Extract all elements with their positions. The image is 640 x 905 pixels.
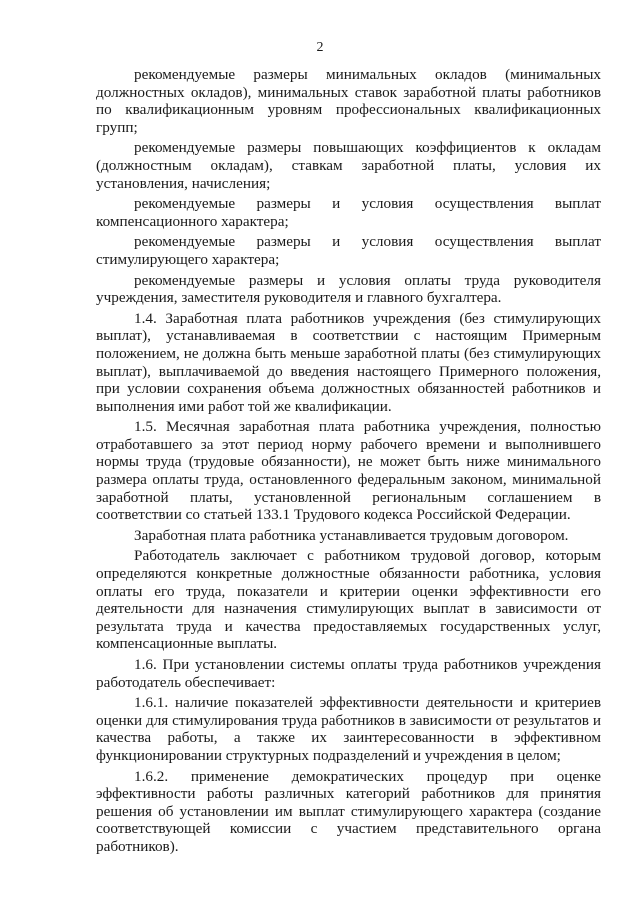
paragraph-coefficients: рекомендуемые размеры повышающих коэффициентов к окладам (должностным окладам), ставкам заработной платы, условия их установления, начисления; — [96, 139, 601, 192]
paragraph-employer-contract: Работодатель заключает с работником трудовой договор, которым определяются конкретные должностные обязанности работника, условия оплаты его труда, показатели и критерии оценки эффективности его деятельности для назначения стимулирующих выплат в зависимости от результата труда и качества предоставляемых государственных услуг, компенсационные выплаты. — [96, 547, 601, 653]
paragraph-min-salaries: рекомендуемые размеры минимальных окладов (минимальных должностных окладов), минимальных ставок заработной платы работников по квалификационным уровням профессиональных квалификационных групп; — [96, 66, 601, 136]
paragraph-compensation-payments: рекомендуемые размеры и условия осуществления выплат компенсационного характера; — [96, 195, 601, 230]
paragraph-employment-contract: Заработная плата работника устанавливается трудовым договором. — [134, 526, 569, 544]
paragraph-1-5: 1.5. Месячная заработная плата работника учреждения, полностью отработавшего за этот период норму рабочего времени и выполнившего нормы труда (трудовые обязанности), не может быть ниже минимального размера оплаты труда, остановленного федеральным законом, минимальной заработной платы, установленной региональным соглашением в соответствии со статьей 133.1 Трудового кодекса Российской Федерации. — [96, 418, 601, 524]
document-body — [96, 66, 601, 859]
paragraph-1-6: 1.6. При установлении системы оплаты труда работников учреждения работодатель обеспечивает: — [96, 656, 601, 691]
paragraph-incentive-payments: рекомендуемые размеры и условия осуществления выплат стимулирующего характера; — [96, 233, 601, 268]
paragraph-1-6-2: 1.6.2. применение демократических процедур при оценке эффективности работы различных категорий работников для принятия решения об установлении им выплат стимулирующего характера (создание соответствующей комиссии с участием представительного органа работников). — [96, 767, 601, 855]
paragraph-management-pay: рекомендуемые размеры и условия оплаты труда руководителя учреждения, заместителя руководителя и главного бухгалтера. — [96, 271, 601, 307]
paragraph-1-6-1: 1.6.1. наличие показателей эффективности деятельности и критериев оценки для стимулирования труда работников в зависимости от результатов и качества работы, а также их заинтересованности в эффективном функционировании структурных подразделений и учреждения в целом; — [96, 694, 601, 764]
page-number: 2 — [316, 40, 324, 55]
paragraph-1-4: 1.4. Заработная плата работников учреждения (без стимулирующих выплат), устанавливаемая в соответствии с настоящим Примерным положением, не должна быть меньше заработной платы (без стимулирующих выплат), выплачиваемой до введения настоящего Примерного положения, при условии сохранения объема должностных обязанностей работников и выполнения ими работ той же квалификации. — [96, 309, 601, 415]
